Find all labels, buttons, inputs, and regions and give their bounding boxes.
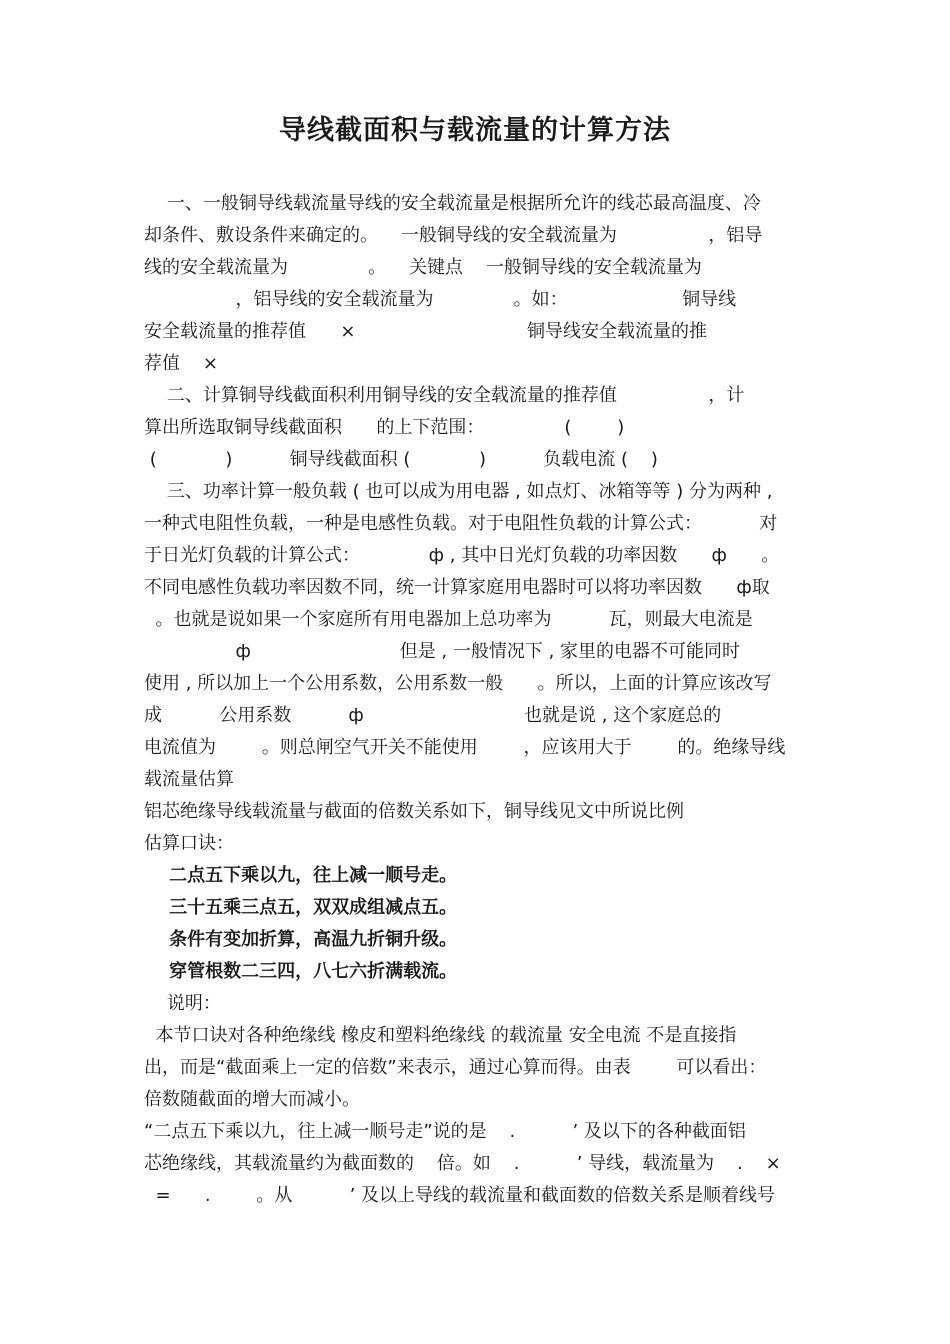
paragraph-line: 载流量估算 xyxy=(144,769,234,790)
document-title: 导线截面积与载流量的计算方法 xyxy=(279,115,671,146)
rhyme-line: 二点五下乘以九，往上减一顺号走。 xyxy=(144,865,458,886)
paragraph-line: 不同电感性负载功率因数不同，统一计算家庭用电器时可以将功率因数 ф取 xyxy=(144,577,770,598)
paragraph-line: 电流值为 。则总闸空气开关不能使用 ，应该用大于 的。绝缘导线 xyxy=(144,737,786,758)
paragraph-line: 说明： xyxy=(144,993,221,1014)
paragraph-line: 出，而是“截面乘上一定的倍数”来表示，通过心算而得。由表 可以看出： xyxy=(144,1057,767,1078)
paragraph-line: 于日光灯负载的计算公式： ф , 其中日光灯负载的功率因数 ф 。 xyxy=(144,545,780,566)
rhyme-line: 穿管根数二三四，八七六折满载流。 xyxy=(144,961,458,982)
paragraph-line: 三、功率计算一般负载 ( 也可以成为用电器 , 如点灯、冰箱等等 ) 分为两种 , xyxy=(144,481,773,502)
paragraph-line: ，铝导线的安全载流量为 。如： 铜导线 xyxy=(144,289,737,310)
paragraph-line: 芯绝缘线，其载流量约为截面数的 倍。如 . ’ 导线，载流量为 . × xyxy=(144,1153,781,1174)
paragraph-line: “二点五下乘以九，往上减一顺号走”说的是 . ’ 及以下的各种截面铝 xyxy=(144,1121,746,1142)
paragraph-line: 成 公用系数 ф 也就是说 , 这个家庭总的 xyxy=(144,705,722,726)
paragraph-line: 一、一般铜导线载流量导线的安全载流量是根据所允许的线芯最高温度、冷 xyxy=(144,193,761,214)
paragraph-line: 本节口诀对各种绝缘线 橡皮和塑料绝缘线 的载流量 安全电流 不是直接指 xyxy=(144,1025,737,1046)
paragraph-line: 使用 , 所以加上一个公用系数，公用系数一般 。所以，上面的计算应该改写 xyxy=(144,673,772,694)
paragraph-line: 铝芯绝缘导线载流量与截面的倍数关系如下，铜导线见文中所说比例 xyxy=(144,801,684,822)
rhyme-line: 条件有变加折算，高温九折铜升级。 xyxy=(144,929,458,950)
paragraph-line: 估算口诀： xyxy=(144,833,234,854)
paragraph-line: ф 但是 , 一般情况下 , 家里的电器不可能同时 xyxy=(144,641,741,662)
rhyme-line: 三十五乘三点五，双双成组减点五。 xyxy=(144,897,458,918)
paragraph-line: 二、计算铜导线截面积利用铜导线的安全载流量的推荐值 ，计 xyxy=(144,385,745,406)
paragraph-line: 线的安全载流量为 。 关键点 一般铜导线的安全载流量为 xyxy=(144,257,702,278)
paragraph-line: 算出所选取铜导线截面积 的上下范围： ( ) xyxy=(144,417,625,438)
paragraph-line: ( ) 铜导线截面积 ( ) 负载电流 ( ) xyxy=(144,449,658,470)
paragraph-line: 安全载流量的推荐值 × 铜导线安全载流量的推 xyxy=(144,321,708,342)
paragraph-line: 荐值 × xyxy=(144,353,218,374)
paragraph-line: 。也就是说如果一个家庭所有用电器加上总功率为 瓦，则最大电流是 xyxy=(144,609,753,630)
paragraph-line: 却条件、敷设条件来确定的。 一般铜导线的安全载流量为 ，铝导 xyxy=(144,225,763,246)
paragraph-line: 一种式电阻性负载，一种是电感性负载。对于电阻性负载的计算公式： 对 xyxy=(144,513,778,534)
paragraph-line: 倍数随截面的增大而减小。 xyxy=(144,1089,360,1110)
paragraph-line: = . 。从 ’ 及以上导线的载流量和截面数的倍数关系是顺着线号 xyxy=(144,1185,776,1206)
